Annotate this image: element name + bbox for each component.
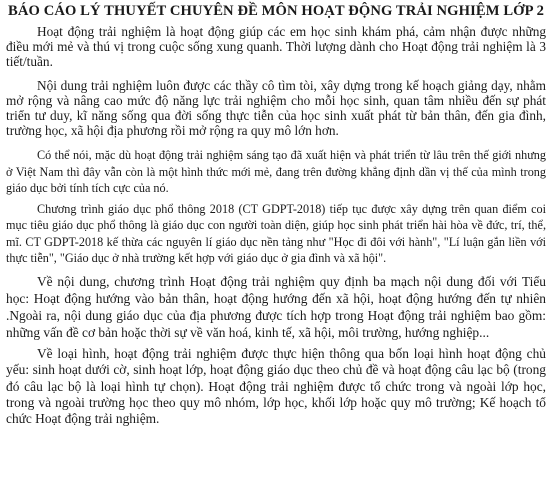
document-title: BÁO CÁO LÝ THUYẾT CHUYÊN ĐỀ MÔN HOẠT ĐỘNG TRẢI NGHIỆM LỚP 2 (8, 3, 544, 19)
paragraph-content-strands: Về nội dung, chương trình Hoạt động trải nghiệm quy định ba mạch nội dung đối với Tiểu học: Hoạt động hướng vào bản thân, hoạt động hướng đến xã hội, hoạt động hướng đến tự nhiên .Ngoài ra, nội dung giáo dục của địa phương được tích hợp trong Hoạt động trải nghiệm bao gồm: những vấn đề cơ bản hoặc thời sự về văn hoá, kinh tế, xã hội, môi trường, hướng nghiệp... (6, 273, 546, 341)
paragraph-content: Nội dung trải nghiệm luôn được các thầy cô tìm tòi, xây dựng trong kế hoạch giảng dạy, nhằm mở rộng và nâng cao mức độ năng lực trải nghiệm cho mỗi học sinh, quan tâm nhiều đến sự phát triển tư duy, kĩ năng sống qua đời sống thực tiễn của học sinh xuất phát từ bản thân, đến gia đình, trường học, xã hội địa phương rồi mở rộng ra quy mô lớn hơn. (6, 78, 546, 138)
paragraph-intro: Hoạt động trải nghiệm là hoạt động giúp các em học sinh khám phá, cảm nhận được những điều mới mẻ và thú vị trong cuộc sống xung quanh. Thời lượng dành cho Hoạt động trải nghiệm là 3 tiết/tuần. (6, 24, 546, 69)
paragraph-history: Có thể nói, mặc dù hoạt động trải nghiệm sáng tạo đã xuất hiện và phát triển từ lâu trên thế giới nhưng ở Việt Nam thì đây vẫn còn là một hình thức mới mẻ, đang trên đường khẳng định dần vị thế của mình trong giáo dục bởi tính tích cực của nó. (6, 148, 546, 195)
paragraph-curriculum: Chương trình giáo dục phổ thông 2018 (CT GDPT-2018) tiếp tục được xây dựng trên quan điểm coi mục tiêu giáo dục phổ thông là giáo dục con người toàn diện, giúp học sinh phát triển hài hòa về đức, trí, thể, mĩ. CT GDPT-2018 kế thừa các nguyên lí giáo dục nền tảng như "Học đi đôi với hành", "Lí luận gắn liền với thực tiễn", "Giáo dục ở nhà trường kết hợp với giáo dục ở gia đình và xã hội". (6, 201, 546, 265)
paragraph-activity-types: Về loại hình, hoạt động trải nghiệm được thực hiện thông qua bốn loại hình hoạt động chủ yếu: sinh hoạt dưới cờ, sinh hoạt lớp, hoạt động giáo dục theo chủ đề và hoạt động câu lạc bộ (trong đó câu lạc bộ là loại hình tự chọn). Hoạt động trải nghiệm được tổ chức trong và ngoài lớp học, trong và ngoài trường học theo quy mô nhóm, lớp học, khối lớp hoặc quy mô trường; Kế hoạch tổ chức Hoạt động trải nghiệm. (6, 345, 546, 427)
